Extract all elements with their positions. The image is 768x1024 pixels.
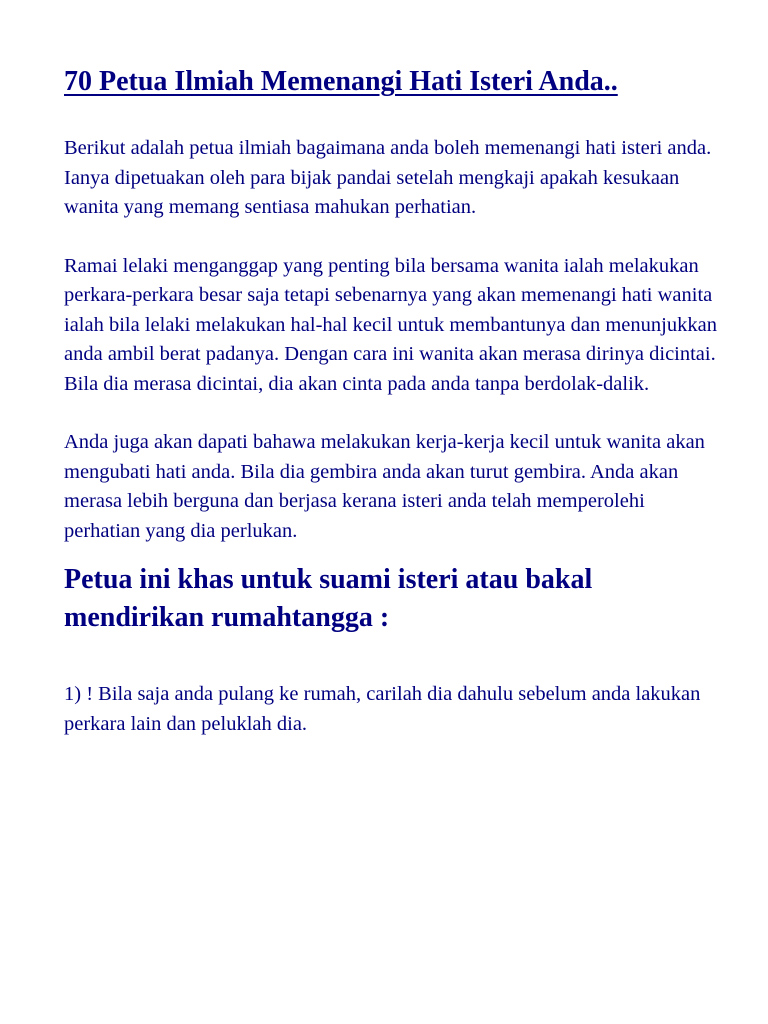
document-body [64, 62, 724, 739]
list-item: 1) ! Bila saja anda pulang ke rumah, carilah dia dahulu sebelum anda lakukan perkara lain dan peluklah dia. [64, 683, 701, 735]
title-link[interactable]: 70 Petua Ilmiah Memenangi Hati Isteri Anda.. [64, 66, 618, 97]
third-paragraph: Anda juga akan dapati bahawa melakukan kerja-kerja kecil untuk wanita akan mengubati hati anda. Bila dia gembira anda akan turut gembira. Anda akan merasa lebih berguna dan berjasa kerana isteri anda telah memperolehi perhatian yang dia perlukan. [64, 431, 705, 542]
document-title [64, 62, 724, 101]
intro-paragraph: Berikut adalah petua ilmiah bagaimana anda boleh memenangi hati isteri anda. Ianya dipetuakan oleh para bijak pandai setelah mengkaji apakah kesukaan wanita yang memang sentiasa mahukan perhatian. [64, 137, 712, 218]
section-heading: Petua ini khas untuk suami isteri atau bakal mendirikan rumahtangga : [64, 564, 593, 633]
second-paragraph: Ramai lelaki menganggap yang penting bila bersama wanita ialah melakukan perkara-perkara besar saja tetapi sebenarnya yang akan memenangi hati wanita ialah bila lelaki melakukan hal-hal kecil untuk membantunya dan menunjukkan anda ambil berat padanya. Dengan cara ini wanita akan merasa dirinya dicintai. Bila dia merasa dicintai, dia akan cinta pada anda tanpa berdolak-dalik. [64, 254, 717, 395]
